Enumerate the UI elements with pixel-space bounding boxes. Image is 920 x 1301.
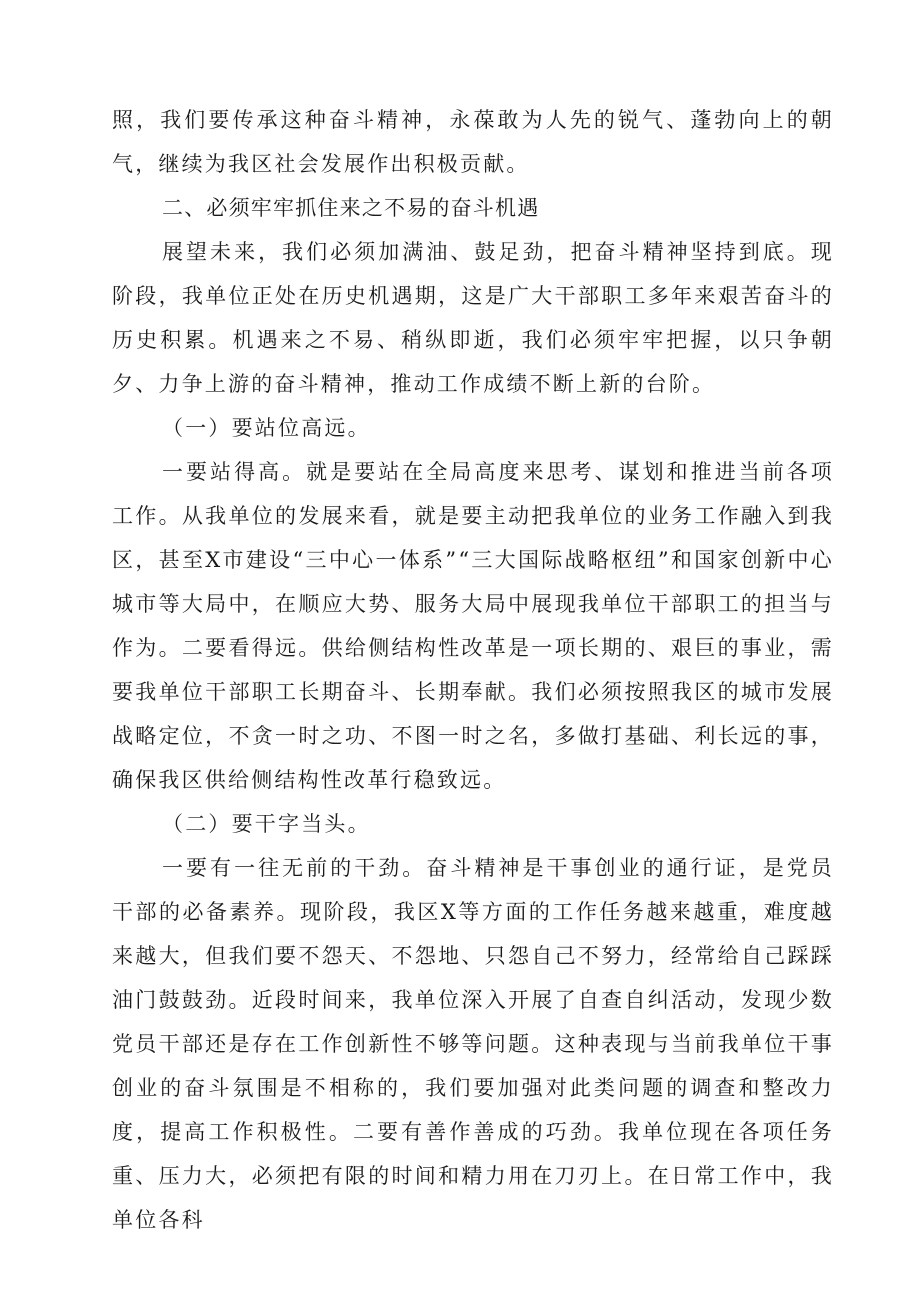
subsection-heading: （二）要干字当头。 bbox=[162, 812, 371, 836]
body-paragraph: 一要站得高。就是要站在全局高度来思考、谋划和推进当前各项工作。从我单位的发展来看，就是要主动把我单位的业务工作融入到我区，甚至X市建设“三中心一体系”“三大国际战略枢纽”和国家创新中心城市等大局中，在顺应大势、服务大局中展现我单位干部职工的担当与作为。二要看得远。供给侧结构性改革是一项长期的、艰巨的事业，需要我单位干部职工长期奋斗、长期奉献。我们必须按照我区的城市发展战略定位，不贪一时之功、不图一时之名，多做打基础、利长远的事，确保我区供给侧结构性改革行稳致远。 bbox=[112, 460, 834, 792]
body-paragraph: 展望未来，我们必须加满油、鼓足劲，把奋斗精神坚持到底。现阶段，我单位正处在历史机遇期，这是广大干部职工多年来艰苦奋斗的历史积累。机遇来之不易、稍纵即逝，我们必须牢牢把握，以只争朝夕、力争上游的奋斗精神，推动工作成绩不断上新的台阶。 bbox=[112, 240, 834, 396]
body-paragraph: 一要有一往无前的干劲。奋斗精神是干事创业的通行证，是党员干部的必备素养。现阶段，我区X等方面的工作任务越来越重，难度越来越大，但我们要不怨天、不怨地、只怨自己不努力，经常给自己踩踩油门鼓鼓劲。近段时间来，我单位深入开展了自查自纠活动，发现少数党员干部还是存在工作创新性不够等问题。这种表现与当前我单位干事创业的奋斗氛围是不相称的，我们要加强对此类问题的调查和整改力度，提高工作积极性。二要有善作善成的巧劲。我单位现在各项任务重、压力大，必须把有限的时间和精力用在刀刃上。在日常工作中，我单位各科 bbox=[112, 856, 834, 1232]
document-body bbox=[112, 98, 834, 1242]
subsection-heading: （一）要站位高远。 bbox=[162, 416, 371, 440]
body-paragraph-continuation: 照，我们要传承这种奋斗精神，永葆敢为人先的锐气、蓬勃向上的朝气，继续为我区社会发展作出积极贡献。 bbox=[112, 108, 834, 176]
section-heading: 二、必须牢牢抓住来之不易的奋斗机遇 bbox=[162, 196, 540, 220]
